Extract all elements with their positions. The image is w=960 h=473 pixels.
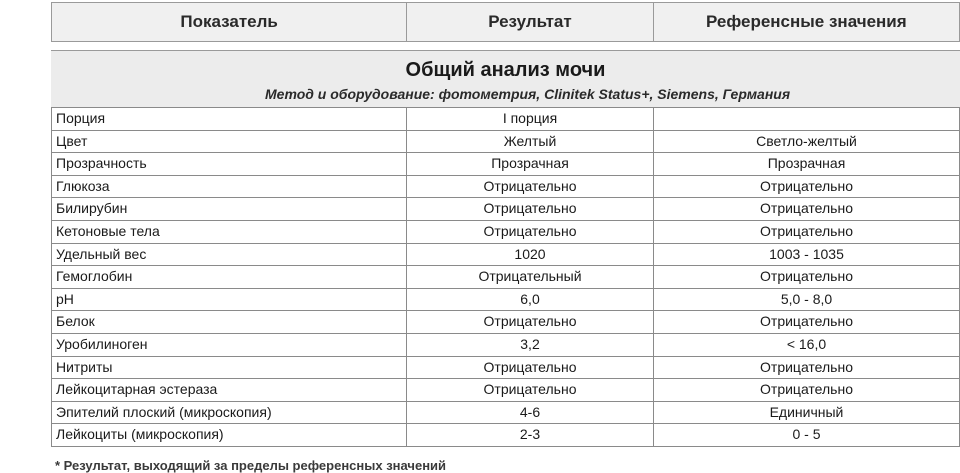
row-indicator: Лейкоциты (микроскопия)	[52, 424, 407, 446]
row-reference: 1003 - 1035	[769, 245, 844, 262]
table-row	[51, 244, 960, 267]
row-result: Прозрачная	[407, 153, 654, 175]
row-indicator: Прозрачность	[52, 153, 407, 175]
footnote: * Результат, выходящий за пределы референсных значений	[55, 458, 447, 473]
row-reference: Отрицательно	[760, 222, 853, 239]
table-row	[51, 379, 960, 402]
row-result: Отрицательно	[407, 221, 654, 243]
row-indicator: Уробилиноген	[52, 334, 407, 356]
section-method: Метод и оборудование: фотометрия, Clinitek Status+, Siemens, Германия	[265, 86, 791, 102]
section-header	[51, 50, 960, 108]
row-indicator: Белок	[52, 311, 407, 333]
table-header	[51, 2, 960, 42]
row-indicator: Гемоглобин	[52, 266, 407, 288]
row-result: 4-6	[407, 402, 654, 424]
row-reference: Прозрачная	[767, 155, 846, 172]
row-indicator: pH	[52, 289, 407, 311]
row-indicator: Эпителий плоский (микроскопия)	[52, 402, 407, 424]
table-row	[51, 402, 960, 425]
row-reference: Отрицательно	[760, 200, 853, 217]
table-row	[51, 334, 960, 357]
row-reference: Отрицательно	[760, 381, 853, 398]
row-indicator: Глюкоза	[52, 176, 407, 198]
table-body	[51, 107, 960, 447]
table-row	[51, 289, 960, 312]
row-reference: Отрицательно	[760, 177, 853, 194]
row-result: Отрицательно	[407, 379, 654, 401]
lab-report-table	[51, 0, 960, 450]
table-row	[51, 198, 960, 221]
row-reference: Единичный	[769, 403, 844, 420]
row-indicator: Удельный вес	[52, 244, 407, 266]
row-result: I порция	[407, 108, 654, 130]
table-row	[51, 108, 960, 131]
row-reference: Отрицательно	[760, 313, 853, 330]
row-result: Отрицательно	[407, 176, 654, 198]
header-result: Результат	[407, 3, 653, 41]
row-result: Отрицательно	[407, 311, 654, 333]
table-row	[51, 311, 960, 334]
row-result: Отрицательно	[407, 198, 654, 220]
row-indicator: Лейкоцитарная эстераза	[52, 379, 407, 401]
row-indicator: Кетоновые тела	[52, 221, 407, 243]
row-indicator: Цвет	[52, 131, 407, 153]
table-row	[51, 357, 960, 380]
row-result: Отрицательный	[407, 266, 654, 288]
table-row	[51, 176, 960, 199]
row-result: Отрицательно	[407, 357, 654, 379]
row-result: 3,2	[407, 334, 654, 356]
header-reference: Референсные значения	[705, 12, 907, 31]
row-reference: 0 - 5	[792, 426, 821, 443]
row-result: Желтый	[407, 131, 654, 153]
table-row	[51, 424, 960, 447]
table-row	[51, 153, 960, 176]
row-result: 6,0	[407, 289, 654, 311]
row-result: 2-3	[407, 424, 654, 446]
row-indicator: Билирубин	[52, 198, 407, 220]
row-reference: Светло-желтый	[756, 132, 857, 149]
table-row	[51, 131, 960, 154]
row-reference	[654, 108, 959, 130]
row-reference: Отрицательно	[760, 358, 853, 375]
row-indicator: Порция	[52, 108, 407, 130]
row-reference: < 16,0	[786, 335, 827, 352]
section-title: Общий анализ мочи	[405, 59, 606, 81]
header-indicator: Показатель	[52, 3, 407, 41]
row-reference: 5,0 - 8,0	[780, 290, 833, 307]
row-reference: Отрицательно	[760, 268, 853, 285]
row-result: 1020	[407, 244, 654, 266]
table-row	[51, 266, 960, 289]
row-indicator: Нитриты	[52, 357, 407, 379]
table-row	[51, 221, 960, 244]
